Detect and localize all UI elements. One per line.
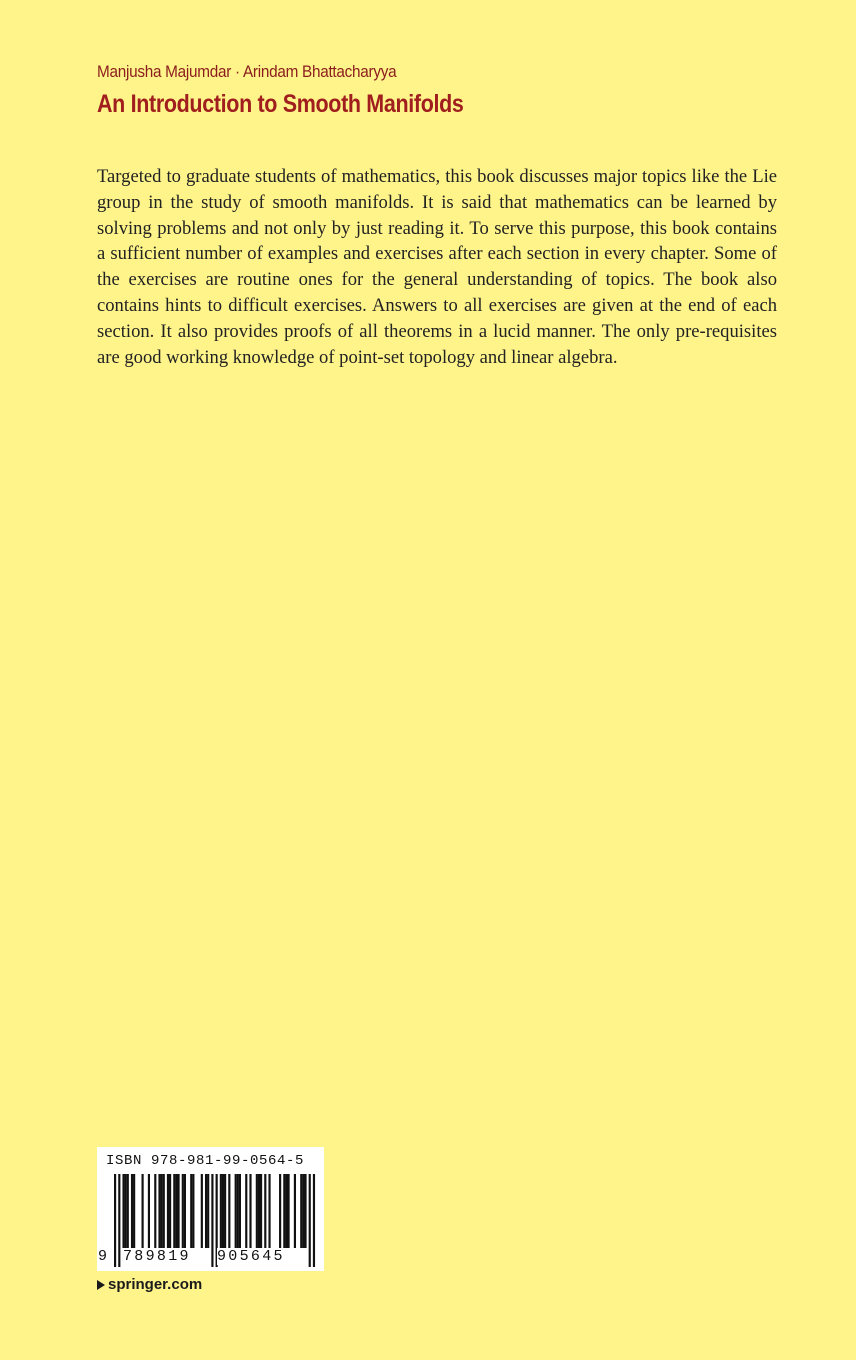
barcode-bar bbox=[287, 1174, 289, 1248]
barcode-bar bbox=[154, 1174, 156, 1248]
barcode-first-digit: 9 bbox=[98, 1248, 108, 1265]
barcode-guard-bar bbox=[114, 1174, 116, 1267]
barcode-bar bbox=[220, 1174, 222, 1248]
barcode-guard-bar bbox=[313, 1174, 315, 1267]
barcode-bar bbox=[161, 1174, 163, 1248]
barcode-bar bbox=[201, 1174, 203, 1248]
barcode-guard-bar bbox=[309, 1174, 311, 1267]
barcode-bar bbox=[235, 1174, 237, 1248]
barcode-bar bbox=[294, 1174, 296, 1248]
barcode-guard-bar bbox=[211, 1174, 213, 1267]
barcode-bar bbox=[182, 1174, 184, 1248]
barcode-bar bbox=[163, 1174, 165, 1248]
barcode-bar bbox=[142, 1174, 144, 1248]
barcode-bar bbox=[177, 1174, 179, 1248]
barcode-bar bbox=[192, 1174, 194, 1248]
isbn-label: ISBN 978-981-99-0564-5 bbox=[106, 1153, 305, 1169]
barcode-bar bbox=[237, 1174, 239, 1248]
barcode-bar bbox=[175, 1174, 177, 1248]
barcode-bar bbox=[285, 1174, 287, 1248]
barcode-guard-bar bbox=[118, 1174, 120, 1267]
barcode-bar bbox=[245, 1174, 247, 1248]
barcode-bar bbox=[224, 1174, 226, 1248]
barcode-bar bbox=[268, 1174, 270, 1248]
barcode-bar bbox=[169, 1174, 171, 1248]
barcode-bar bbox=[133, 1174, 135, 1248]
barcode-right-digits: 905645 bbox=[217, 1248, 285, 1265]
barcode-bar bbox=[207, 1174, 209, 1248]
barcode-bar bbox=[228, 1174, 230, 1248]
book-description: Targeted to graduate students of mathematics, this book discusses major topics like the Lie group in the study of smooth manifolds. It is said that mathematics can be learned by solving problems and not only by just reading it. To serve this purpose, this book contains a sufficient number of examples and exercises after each section in every chapter. Some of the exercises are routine ones for the general understanding of topics. The book also contains hints to difficult exercises. Answers to all exercises are given at the end of each section. It also provides proofs of all theorems in a lucid manner. The only pre-requisites are good working knowledge of point-set topology and linear algebra. bbox=[97, 166, 777, 368]
publisher-url[interactable]: springer.com bbox=[108, 1276, 203, 1293]
barcode-bar bbox=[125, 1174, 127, 1248]
barcode-bar bbox=[283, 1174, 285, 1248]
barcode-left-digits: 789819 bbox=[123, 1248, 191, 1265]
barcode-bar bbox=[256, 1174, 258, 1248]
authors-line: Manjusha Majumdar · Arindam Bhattacharyya bbox=[97, 62, 397, 81]
barcode-bar bbox=[264, 1174, 266, 1248]
barcode-bar bbox=[158, 1174, 160, 1248]
barcode-bar bbox=[122, 1174, 124, 1248]
barcode-bar bbox=[222, 1174, 224, 1248]
barcode-bar bbox=[279, 1174, 281, 1248]
book-title: An Introduction to Smooth Manifolds bbox=[97, 90, 464, 118]
barcode-bar bbox=[205, 1174, 207, 1248]
barcode-bar bbox=[249, 1174, 251, 1248]
barcode-bar bbox=[304, 1174, 306, 1248]
barcode-bar bbox=[148, 1174, 150, 1248]
barcode-bar bbox=[167, 1174, 169, 1248]
barcode-bar bbox=[302, 1174, 304, 1248]
isbn-barcode bbox=[97, 1147, 324, 1271]
barcode-bar bbox=[190, 1174, 192, 1248]
barcode-bar bbox=[173, 1174, 175, 1248]
triangle-arrow-icon bbox=[97, 1280, 105, 1290]
barcode-bar bbox=[184, 1174, 186, 1248]
barcode-bar bbox=[127, 1174, 129, 1248]
barcode-bar bbox=[239, 1174, 241, 1248]
publisher-link[interactable] bbox=[97, 1276, 202, 1293]
barcode-bar bbox=[260, 1174, 262, 1248]
barcode-bar bbox=[131, 1174, 133, 1248]
barcode-bar bbox=[258, 1174, 260, 1248]
barcode-bar bbox=[300, 1174, 302, 1248]
